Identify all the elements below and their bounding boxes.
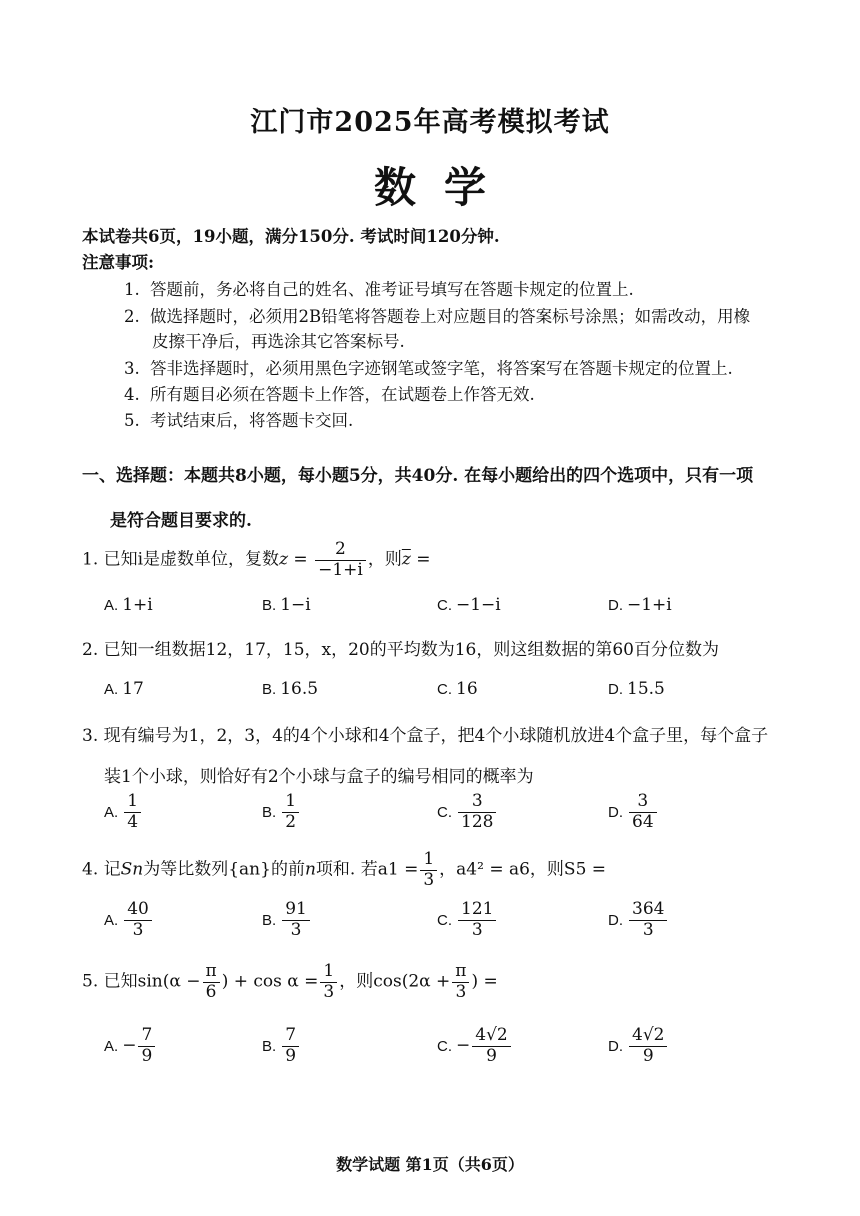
question-2: 2. 已知一组数据12，17，15，x，20的平均数为16，则这组数据的第60百分位数为: [82, 640, 720, 660]
question-1: 1. 已知i是虚数单位，复数z = $\frac{2}{-1+i}$ ，则$\overline{z}$ =: [82, 539, 431, 580]
option-c: C. − $\frac{4√2}{9}$: [437, 1026, 513, 1066]
option-d: D. $\frac{3}{64}$: [608, 792, 659, 832]
question-5: 5. 已知sin(α − $\frac{\pi}{6}$ ) + cos α = $\frac{1}{3}$ ，则cos(2α + $\frac{\pi}{3}$ ) =: [82, 961, 498, 1002]
option-c: C. $\frac{3}{128}$: [437, 792, 498, 832]
option-d: D. 15.5: [608, 679, 665, 699]
option-d: D. $\frac{4√2}{9}$: [608, 1026, 669, 1066]
page-footer: 数学试题 第1页（共6页）: [336, 1155, 524, 1174]
question-3: 3. 现有编号为1，2，3，4的4个小球和4个盒子，把4个小球随机放进4个盒子里，每个盒子: [82, 726, 769, 746]
option-b: B. $\frac{7}{9}$: [262, 1026, 301, 1066]
note-item: 3. 答非选择题时，必须用黑色字迹钢笔或签字笔，将答案写在答题卡规定的位置上.: [124, 359, 733, 378]
question-3-continued: 装1个小球，则恰好有2个小球与盒子的编号相同的概率为: [104, 767, 534, 787]
option-a: A. $\frac{1}{4}$: [104, 792, 143, 832]
subject-title: 数学: [373, 163, 514, 212]
option-b: B. $\frac{1}{2}$: [262, 792, 301, 832]
option-a: A. 1+i: [104, 595, 153, 615]
note-item: 1. 答题前，务必将自己的姓名、准考证号填写在答题卡规定的位置上.: [124, 280, 634, 299]
option-c: C. $\frac{121}{3}$: [437, 900, 498, 940]
option-d: D. $\frac{364}{3}$: [608, 900, 669, 940]
option-d: D. −1+i: [608, 595, 672, 615]
option-b: B. $\frac{91}{3}$: [262, 900, 312, 940]
option-a: A. 17: [104, 679, 144, 699]
section-heading-continued: 是符合题目要求的.: [110, 511, 252, 531]
notes-heading: 注意事项:: [82, 253, 155, 272]
option-a: A. − $\frac{7}{9}$: [104, 1026, 157, 1066]
option-b: B. 1−i: [262, 595, 311, 615]
note-item-continued: 皮擦干净后，再选涂其它答案标号.: [152, 332, 405, 351]
question-4: 4. 记Sn为等比数列{an}的前n项和. 若a1 = $\frac{1}{3}$ ，a4² = a6，则S5 =: [82, 849, 607, 890]
note-item: 4. 所有题目必须在答题卡上作答，在试题卷上作答无效.: [124, 385, 535, 404]
option-c: C. 16: [437, 679, 478, 699]
option-a: A. $\frac{40}{3}$: [104, 900, 154, 940]
section-heading: 一、选择题：本题共8小题，每小题5分，共40分. 在每小题给出的四个选项中，只有一项: [82, 466, 754, 486]
option-b: B. 16.5: [262, 679, 319, 699]
note-item: 2. 做选择题时，必须用2B铅笔将答题卷上对应题目的答案标号涂黑；如需改动，用橡: [124, 307, 751, 326]
option-c: C. −1−i: [437, 595, 501, 615]
exam-title: 江门市2025年高考模拟考试: [250, 107, 610, 138]
exam-info: 本试卷共6页，19小题，满分150分. 考试时间120分钟.: [82, 227, 500, 246]
note-item: 5. 考试结束后，将答题卡交回.: [124, 411, 354, 430]
